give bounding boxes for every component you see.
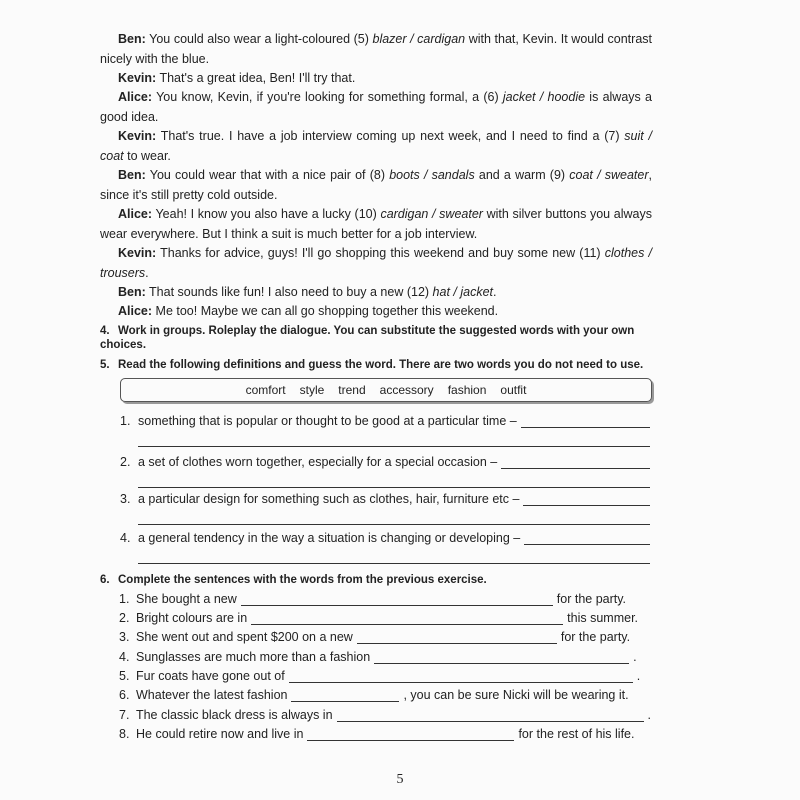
word-choice: coat / sweater xyxy=(569,168,649,182)
item-number: 2. xyxy=(119,611,130,625)
dialogue-text: You could wear that with a nice pair of (8) xyxy=(149,168,390,182)
dialogue-text: with silver buttons you always wear everywhere. But I think a suit is much better for a job interview. xyxy=(100,207,653,241)
item-number: 6. xyxy=(119,688,130,702)
item-number: 3. xyxy=(119,630,130,644)
dialogue-text: You could also wear a light-coloured (5) xyxy=(149,32,373,46)
answer-blank[interactable] xyxy=(241,593,553,606)
task-number: 6. xyxy=(100,574,110,586)
sentence-end: . xyxy=(633,650,637,664)
word-choice: blazer / cardigan xyxy=(372,32,466,46)
dialogue-text: . xyxy=(145,265,149,280)
dialogue-text: That's a great idea, Ben! I'll try that. xyxy=(159,71,356,85)
dialogue-line xyxy=(100,283,652,303)
dialogue-text: is always a good idea. xyxy=(100,90,652,124)
speaker-name: Ben: xyxy=(118,168,146,182)
sentence-end: this summer. xyxy=(567,611,639,625)
word-choice: hat / jacket xyxy=(432,285,493,299)
item-number: 3. xyxy=(120,492,131,506)
word-box xyxy=(120,378,652,402)
sentence-item xyxy=(119,727,651,741)
answer-blank[interactable] xyxy=(524,532,650,545)
definition-item xyxy=(120,414,650,447)
definition-text: a general tendency in the way a situation is changing or developing – xyxy=(138,531,521,545)
answer-blank[interactable] xyxy=(374,651,629,664)
word-choice: clothes / trousers xyxy=(100,246,652,280)
answer-blank[interactable] xyxy=(337,709,644,722)
sentence-item xyxy=(119,688,651,702)
word-box-item: fashion xyxy=(447,383,487,397)
definition-item xyxy=(120,531,650,564)
item-number: 1. xyxy=(119,592,130,606)
speaker-name: Ben: xyxy=(118,32,146,46)
word-box-item: accessory xyxy=(379,383,434,397)
answer-blank[interactable] xyxy=(521,415,650,428)
dialogue-text: That's true. I have a job interview coming up next week, and I need to find a (7) xyxy=(160,129,625,143)
answer-blank[interactable] xyxy=(307,728,514,741)
answer-line[interactable] xyxy=(138,545,650,564)
dialogue-text: . xyxy=(493,285,497,299)
answer-blank[interactable] xyxy=(289,670,633,683)
item-number: 4. xyxy=(120,531,131,545)
dialogue-text: Yeah! I know you also have a lucky (10) xyxy=(155,207,381,221)
sentence-start: She bought a new xyxy=(136,592,237,606)
dialogue-line xyxy=(100,30,652,69)
answer-line[interactable] xyxy=(138,506,650,525)
task-text: Complete the sentences with the words from the previous exercise. xyxy=(118,574,487,586)
word-box-item: trend xyxy=(338,383,366,397)
sentence-item xyxy=(119,630,651,644)
definition-text: a set of clothes worn together, especially for a special occasion – xyxy=(138,455,498,469)
item-number: 5. xyxy=(119,669,130,683)
task-4-instruction xyxy=(100,324,655,352)
word-choice: cardigan / sweater xyxy=(380,207,483,221)
word-choice: boots / sandals xyxy=(389,168,475,182)
sentence-item xyxy=(119,708,651,722)
dialogue-text: Me too! Maybe we can all go shopping together this weekend. xyxy=(155,304,499,318)
answer-line[interactable] xyxy=(138,428,650,447)
dialogue-text: , since it's still pretty cold outside. xyxy=(100,168,652,202)
sentence-end: for the rest of his life. xyxy=(518,727,635,741)
dialogue-text: That sounds like fun! I also need to buy a new (12) xyxy=(149,285,433,299)
definition-text: something that is popular or thought to be good at a particular time – xyxy=(138,414,517,428)
item-number: 8. xyxy=(119,727,130,741)
answer-blank[interactable] xyxy=(291,689,399,702)
sentence-item xyxy=(119,592,651,606)
task-5-instruction xyxy=(100,358,655,372)
dialogue-line xyxy=(100,166,652,205)
dialogue-text: You know, Kevin, if you're looking for something formal, a (6) xyxy=(156,90,503,104)
speaker-name: Ben: xyxy=(118,285,146,299)
word-choice: jacket / hoodie xyxy=(502,90,586,104)
speaker-name: Alice: xyxy=(118,90,153,104)
word-box-item: outfit xyxy=(500,383,527,397)
dialogue-text: and a warm (9) xyxy=(474,168,570,182)
sentence-start: Whatever the latest fashion xyxy=(136,688,288,702)
sentence-item xyxy=(119,611,651,625)
sentence-start: The classic black dress is always in xyxy=(135,708,333,722)
sentence-start: Sunglasses are much more than a fashion xyxy=(136,650,371,664)
dialogue-line xyxy=(100,88,652,127)
dialogue-text: with that, Kevin. It would contrast nicely with the blue. xyxy=(100,32,652,66)
sentence-start: He could retire now and live in xyxy=(136,727,304,741)
sentence-end: , you can be sure Nicki will be wearing it. xyxy=(403,688,629,702)
answer-blank[interactable] xyxy=(357,631,557,644)
speaker-name: Kevin: xyxy=(118,129,157,143)
dialogue-line xyxy=(100,205,652,244)
speaker-name: Kevin: xyxy=(118,246,157,260)
answer-blank[interactable] xyxy=(501,456,650,469)
dialogue-line xyxy=(100,244,652,283)
answer-blank[interactable] xyxy=(251,612,563,625)
dialogue-line xyxy=(100,302,652,322)
page-number: 5 xyxy=(396,772,404,787)
definition-text: a particular design for something such as clothes, hair, furniture etc – xyxy=(138,492,520,506)
word-box-item: style xyxy=(299,383,325,397)
sentence-start: Fur coats have gone out of xyxy=(136,669,285,683)
task-number: 4. xyxy=(100,325,110,337)
sentence-item xyxy=(119,669,651,683)
sentence-start: Bright colours are in xyxy=(136,611,248,625)
sentence-item xyxy=(119,650,651,664)
sentence-end: . xyxy=(636,669,641,683)
definition-item xyxy=(120,455,650,488)
task-text: Read the following definitions and guess the word. There are two words you do not need to use. xyxy=(118,359,644,371)
definition-item xyxy=(120,492,650,525)
dialogue-text: Thanks for advice, guys! I'll go shopping this weekend and buy some new (11) xyxy=(160,246,605,260)
sentence-end: for the party. xyxy=(560,630,631,644)
task-text: Work in groups. Roleplay the dialogue. You can substitute the suggested words with your own choices. xyxy=(100,325,635,351)
speaker-name: Kevin: xyxy=(118,71,157,85)
sentence-start: She went out and spent $200 on a new xyxy=(136,630,353,644)
item-number: 1. xyxy=(120,414,131,428)
speaker-name: Alice: xyxy=(118,304,153,318)
word-box-item: comfort xyxy=(245,383,286,397)
word-choice: suit / coat xyxy=(100,129,652,163)
answer-blank[interactable] xyxy=(523,493,650,506)
item-number: 4. xyxy=(119,650,130,664)
item-number: 2. xyxy=(120,455,131,469)
speaker-name: Alice: xyxy=(118,207,153,221)
dialogue-text: to wear. xyxy=(123,148,171,163)
item-number: 7. xyxy=(119,708,130,722)
sentence-end: for the party. xyxy=(556,592,627,606)
task-6-instruction xyxy=(100,573,655,587)
dialogue-line xyxy=(100,69,652,89)
dialogue-line xyxy=(100,127,652,166)
sentence-end: . xyxy=(647,708,651,722)
answer-line[interactable] xyxy=(138,469,650,488)
task-number: 5. xyxy=(100,359,110,371)
